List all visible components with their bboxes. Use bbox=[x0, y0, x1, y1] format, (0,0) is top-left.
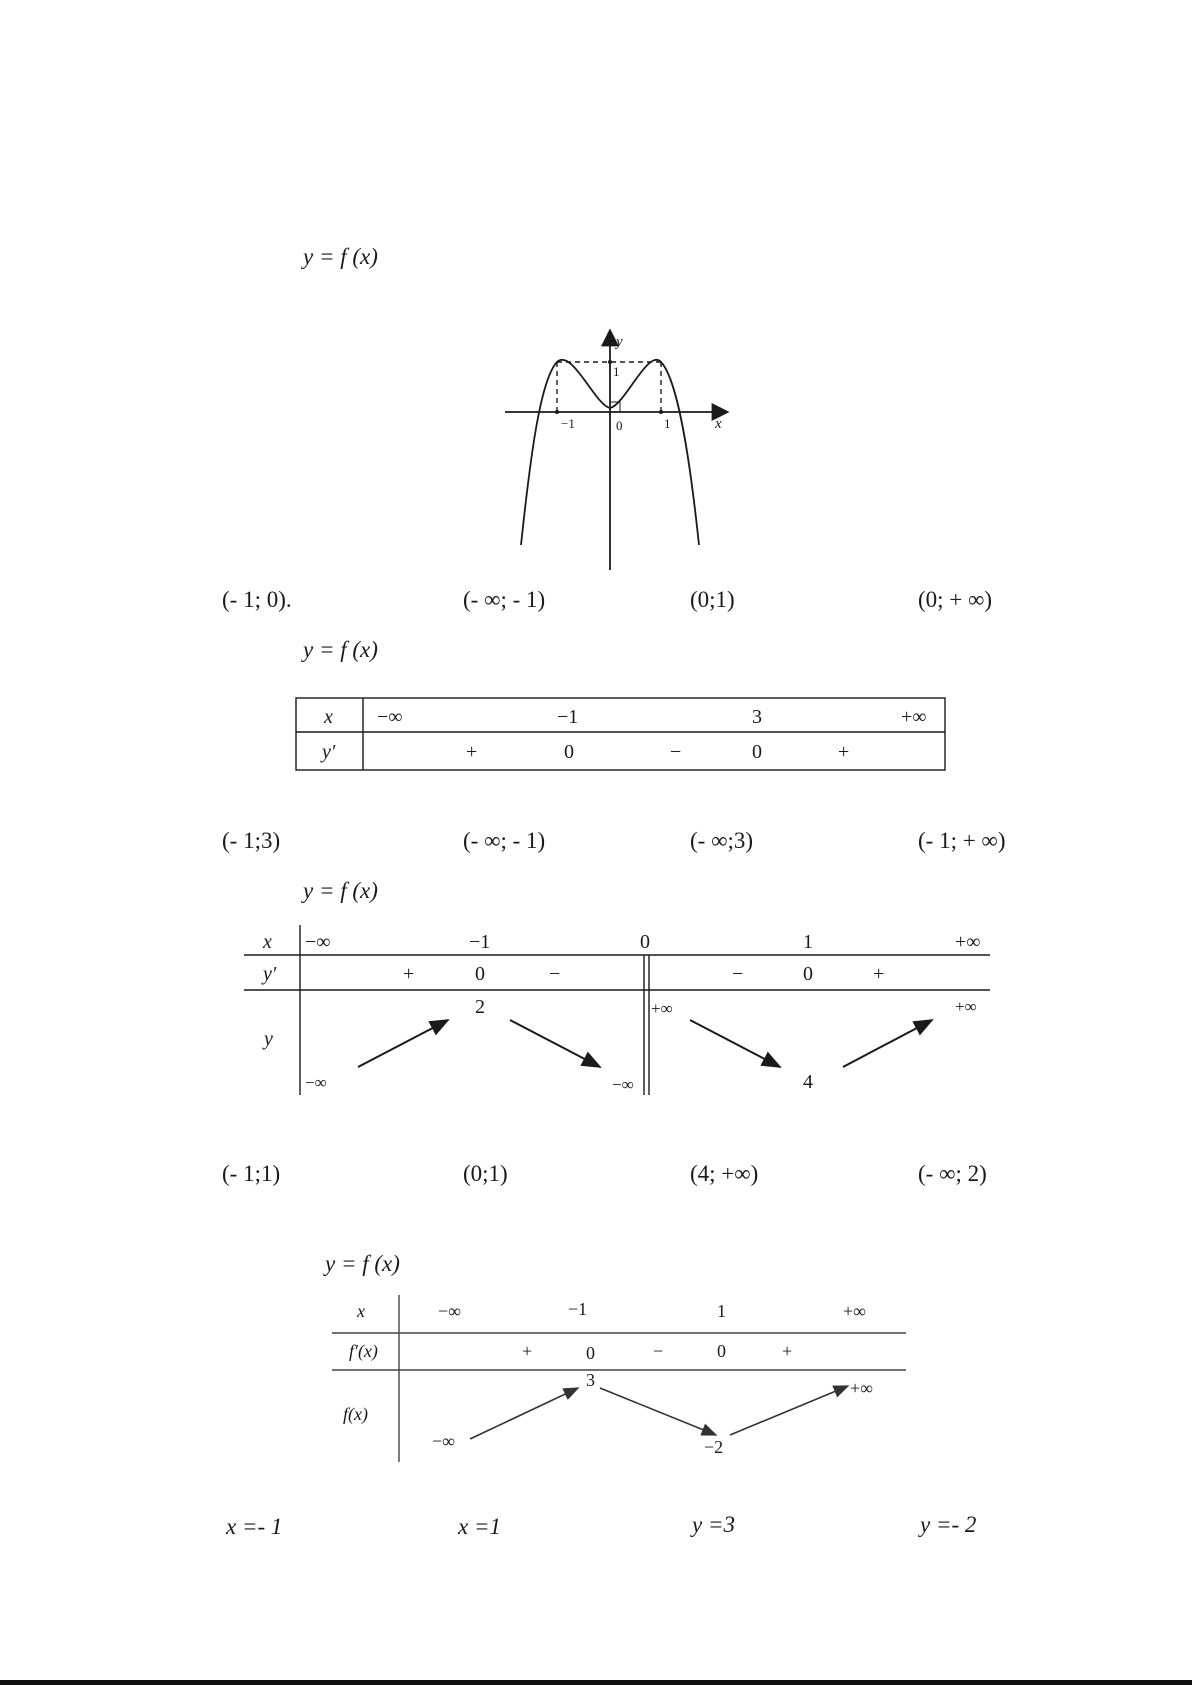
q2-option-c[interactable]: (- ∞;3) bbox=[690, 828, 754, 853]
q2-x-neg1: −1 bbox=[557, 706, 579, 728]
q4-arrow-down bbox=[600, 1388, 716, 1435]
q2-option-d[interactable]: (- 1; + ∞) bbox=[918, 828, 1006, 853]
q4-f-posinf: +∞ bbox=[850, 1378, 873, 1398]
q3-x-1: 1 bbox=[803, 931, 813, 953]
axis-y-label: y bbox=[616, 334, 623, 350]
q3-y-min: 4 bbox=[803, 1071, 813, 1093]
q3-option-a[interactable]: (- 1;1) bbox=[222, 1161, 281, 1186]
q4-option-b[interactable]: x =1 bbox=[458, 1514, 501, 1539]
q2-function-label: y = f (x) bbox=[303, 637, 378, 662]
q3-arrow-down-1 bbox=[510, 1020, 600, 1067]
q4-f-max: 3 bbox=[586, 1370, 595, 1390]
q2-sign-5: + bbox=[838, 741, 850, 763]
q2-sign-4: 0 bbox=[752, 741, 762, 763]
tick-0: 0 bbox=[616, 418, 623, 433]
q3-yp-4: − bbox=[732, 963, 744, 985]
tick-1: 1 bbox=[664, 416, 671, 431]
q4-x-posinf: +∞ bbox=[843, 1301, 866, 1321]
axis-x-label: x bbox=[715, 416, 722, 432]
q3-y-posinf-mid: +∞ bbox=[651, 999, 673, 1018]
q3-arrow-up-1 bbox=[358, 1020, 448, 1067]
q1-function-label: y = f (x) bbox=[303, 244, 378, 269]
q3-y-neginf-mid: −∞ bbox=[612, 1075, 634, 1094]
tick-y-1: 1 bbox=[613, 364, 620, 379]
q2-x-posinf: +∞ bbox=[901, 706, 927, 728]
q3-y-head: y bbox=[264, 1028, 273, 1050]
q4-f-min: −2 bbox=[704, 1437, 724, 1457]
q3-y-max: 2 bbox=[475, 996, 485, 1018]
q2-x-neginf: −∞ bbox=[377, 706, 403, 728]
q2-sign-table bbox=[0, 690, 1192, 790]
q2-row2-head: y′ bbox=[322, 741, 336, 763]
q4-option-c[interactable]: y =3 bbox=[692, 1512, 735, 1537]
q4-option-d[interactable]: y =- 2 bbox=[920, 1512, 977, 1537]
q4-f-neginf: −∞ bbox=[432, 1431, 455, 1451]
q3-x-neg1: −1 bbox=[469, 931, 491, 953]
q4-x-1: 1 bbox=[717, 1301, 726, 1321]
q4-f-head: f(x) bbox=[343, 1404, 368, 1424]
q3-yp-6: + bbox=[873, 963, 885, 985]
q3-variation-table bbox=[0, 920, 1192, 1110]
q3-option-d[interactable]: (- ∞; 2) bbox=[918, 1161, 987, 1186]
q3-x-0: 0 bbox=[640, 931, 650, 953]
q4-fp-3: − bbox=[653, 1341, 664, 1361]
q4-option-a[interactable]: x =- 1 bbox=[226, 1514, 283, 1539]
q4-variation-table bbox=[0, 1290, 1192, 1470]
q4-x-head: x bbox=[357, 1301, 365, 1321]
q2-x-3: 3 bbox=[752, 706, 762, 728]
q3-yp-1: + bbox=[403, 963, 415, 985]
q3-y-neginf-left: −∞ bbox=[305, 1073, 327, 1092]
q1-option-b[interactable]: (- ∞; - 1) bbox=[463, 587, 546, 612]
q3-x-neginf: −∞ bbox=[305, 931, 331, 953]
q4-x-neg1: −1 bbox=[568, 1299, 588, 1319]
q3-option-b[interactable]: (0;1) bbox=[463, 1161, 508, 1186]
q3-function-label: y = f (x) bbox=[303, 878, 378, 903]
q2-sign-3: − bbox=[670, 741, 682, 763]
q2-option-a[interactable]: (- 1;3) bbox=[222, 828, 281, 853]
q4-fp-2: 0 bbox=[586, 1343, 595, 1363]
q4-fp-5: + bbox=[782, 1341, 793, 1361]
q3-yp-5: 0 bbox=[803, 963, 813, 985]
q3-x-head: x bbox=[263, 931, 272, 953]
q3-yp-3: − bbox=[549, 963, 561, 985]
q3-yp-2: 0 bbox=[475, 963, 485, 985]
q2-sign-2: 0 bbox=[564, 741, 574, 763]
q1-option-d[interactable]: (0; + ∞) bbox=[918, 587, 993, 612]
q4-fp-head: f′(x) bbox=[349, 1341, 378, 1361]
page-bottom-border bbox=[0, 1680, 1192, 1685]
q2-row1-head: x bbox=[324, 706, 333, 728]
q1-option-a[interactable]: (- 1; 0). bbox=[222, 587, 292, 612]
q4-function-label: y = f (x) bbox=[325, 1251, 400, 1276]
q1-option-c[interactable]: (0;1) bbox=[690, 587, 735, 612]
q4-arrow-up-2 bbox=[730, 1386, 848, 1435]
q4-arrow-up-1 bbox=[470, 1388, 578, 1439]
q3-option-c[interactable]: (4; +∞) bbox=[690, 1161, 759, 1186]
q4-fp-1: + bbox=[522, 1341, 533, 1361]
q2-sign-1: + bbox=[466, 741, 478, 763]
q2-option-b[interactable]: (- ∞; - 1) bbox=[463, 828, 546, 853]
q3-x-posinf: +∞ bbox=[955, 931, 981, 953]
q4-x-neginf: −∞ bbox=[438, 1301, 461, 1321]
q3-yp-head: y′ bbox=[263, 963, 277, 985]
q3-arrow-up-2 bbox=[843, 1020, 932, 1067]
q4-fp-4: 0 bbox=[717, 1341, 726, 1361]
q3-y-posinf-right: +∞ bbox=[955, 997, 977, 1016]
q1-function-graph bbox=[0, 320, 1192, 620]
q3-arrow-down-2 bbox=[690, 1020, 780, 1067]
tick-neg1: −1 bbox=[561, 416, 575, 431]
